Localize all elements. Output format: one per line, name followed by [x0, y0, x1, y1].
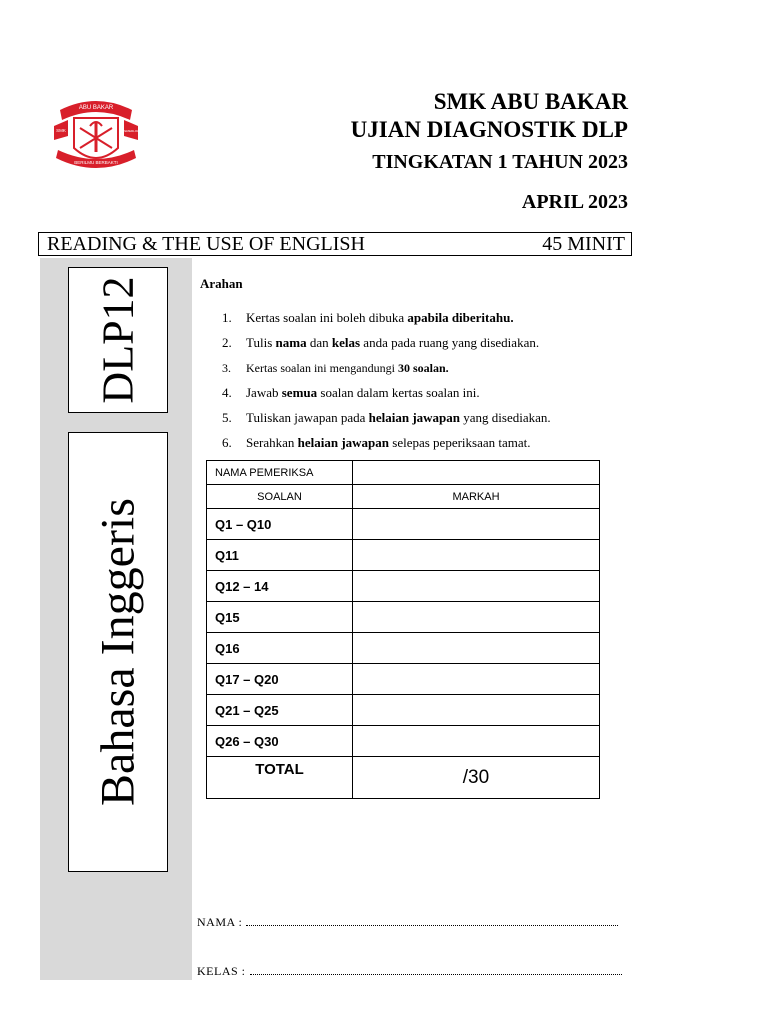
exam-header — [351, 88, 628, 216]
instruction-item: 4. Jawab semua soalan dalam kertas soalan ini. — [222, 385, 480, 400]
table-row: Q12 – 14 — [207, 571, 600, 602]
marks-cell[interactable] — [353, 571, 600, 602]
svg-text:SMK: SMK — [56, 128, 66, 133]
svg-text:BERILMU BERBAKTI: BERILMU BERBAKTI — [74, 160, 118, 165]
instruction-item: 3. Kertas soalan ini mengandungi 30 soalan. — [222, 361, 449, 375]
instruction-item: 1. Kertas soalan ini boleh dibuka apabila diberitahu. — [222, 310, 514, 325]
paper-code-box — [68, 267, 168, 413]
examiner-row — [207, 461, 600, 485]
marks-cell[interactable] — [353, 602, 600, 633]
school-name: SMK ABU BAKAR — [433, 89, 628, 114]
table-row: Q17 – Q20 — [207, 664, 600, 695]
instructions-list — [216, 310, 616, 460]
examiner-label: NAMA PEMERIKSA — [207, 461, 353, 485]
col-question: SOALAN — [207, 485, 353, 509]
marks-cell[interactable] — [353, 664, 600, 695]
examiner-name-cell[interactable] — [353, 461, 600, 485]
total-label: TOTAL — [207, 757, 353, 799]
marks-cell[interactable] — [353, 540, 600, 571]
marks-cell[interactable] — [353, 726, 600, 757]
duration: 45 MINIT — [542, 233, 625, 255]
class-field[interactable] — [197, 964, 622, 979]
table-row: Q21 – Q25 — [207, 695, 600, 726]
instruction-item: 6. Serahkan helaian jawapan selepas peperiksaan tamat. — [222, 435, 531, 450]
marks-table — [206, 460, 600, 799]
school-crest-icon — [50, 96, 142, 178]
subject-box — [68, 432, 168, 872]
marks-cell[interactable] — [353, 695, 600, 726]
table-row: Q1 – Q10 — [207, 509, 600, 540]
total-row — [207, 757, 600, 799]
subject-name: Bahasa Inggeris — [91, 498, 145, 806]
table-header-row — [207, 485, 600, 509]
instruction-item: 2. Tulis nama dan kelas anda pada ruang yang disediakan. — [222, 335, 540, 350]
instructions-title: Arahan — [200, 276, 243, 291]
name-label: NAMA : — [197, 915, 243, 929]
table-row: Q16 — [207, 633, 600, 664]
table-row: Q26 – Q30 — [207, 726, 600, 757]
test-title: UJIAN DIAGNOSTIK DLP — [350, 117, 628, 142]
class-label: KELAS : — [197, 964, 246, 978]
instruction-item: 5. Tuliskan jawapan pada helaian jawapan yang disediakan. — [222, 410, 551, 425]
table-row: Q11 — [207, 540, 600, 571]
exam-month: APRIL 2023 — [521, 191, 628, 213]
table-row: Q15 — [207, 602, 600, 633]
total-value: /30 — [353, 757, 600, 799]
marks-cell[interactable] — [353, 509, 600, 540]
col-marks: MARKAH — [353, 485, 600, 509]
subject-bar — [38, 232, 632, 256]
svg-text:ABU BAKAR: ABU BAKAR — [78, 105, 114, 111]
marks-cell[interactable] — [353, 633, 600, 664]
name-field[interactable] — [197, 915, 618, 930]
form-year: TINGKATAN 1 TAHUN 2023 — [372, 151, 628, 173]
name-line[interactable] — [246, 915, 618, 926]
class-line[interactable] — [250, 964, 622, 975]
svg-text:TEMERLOH: TEMERLOH — [122, 129, 140, 133]
paper-title: READING & THE USE OF ENGLISH — [47, 233, 365, 255]
paper-code: DLP12 — [93, 276, 143, 404]
